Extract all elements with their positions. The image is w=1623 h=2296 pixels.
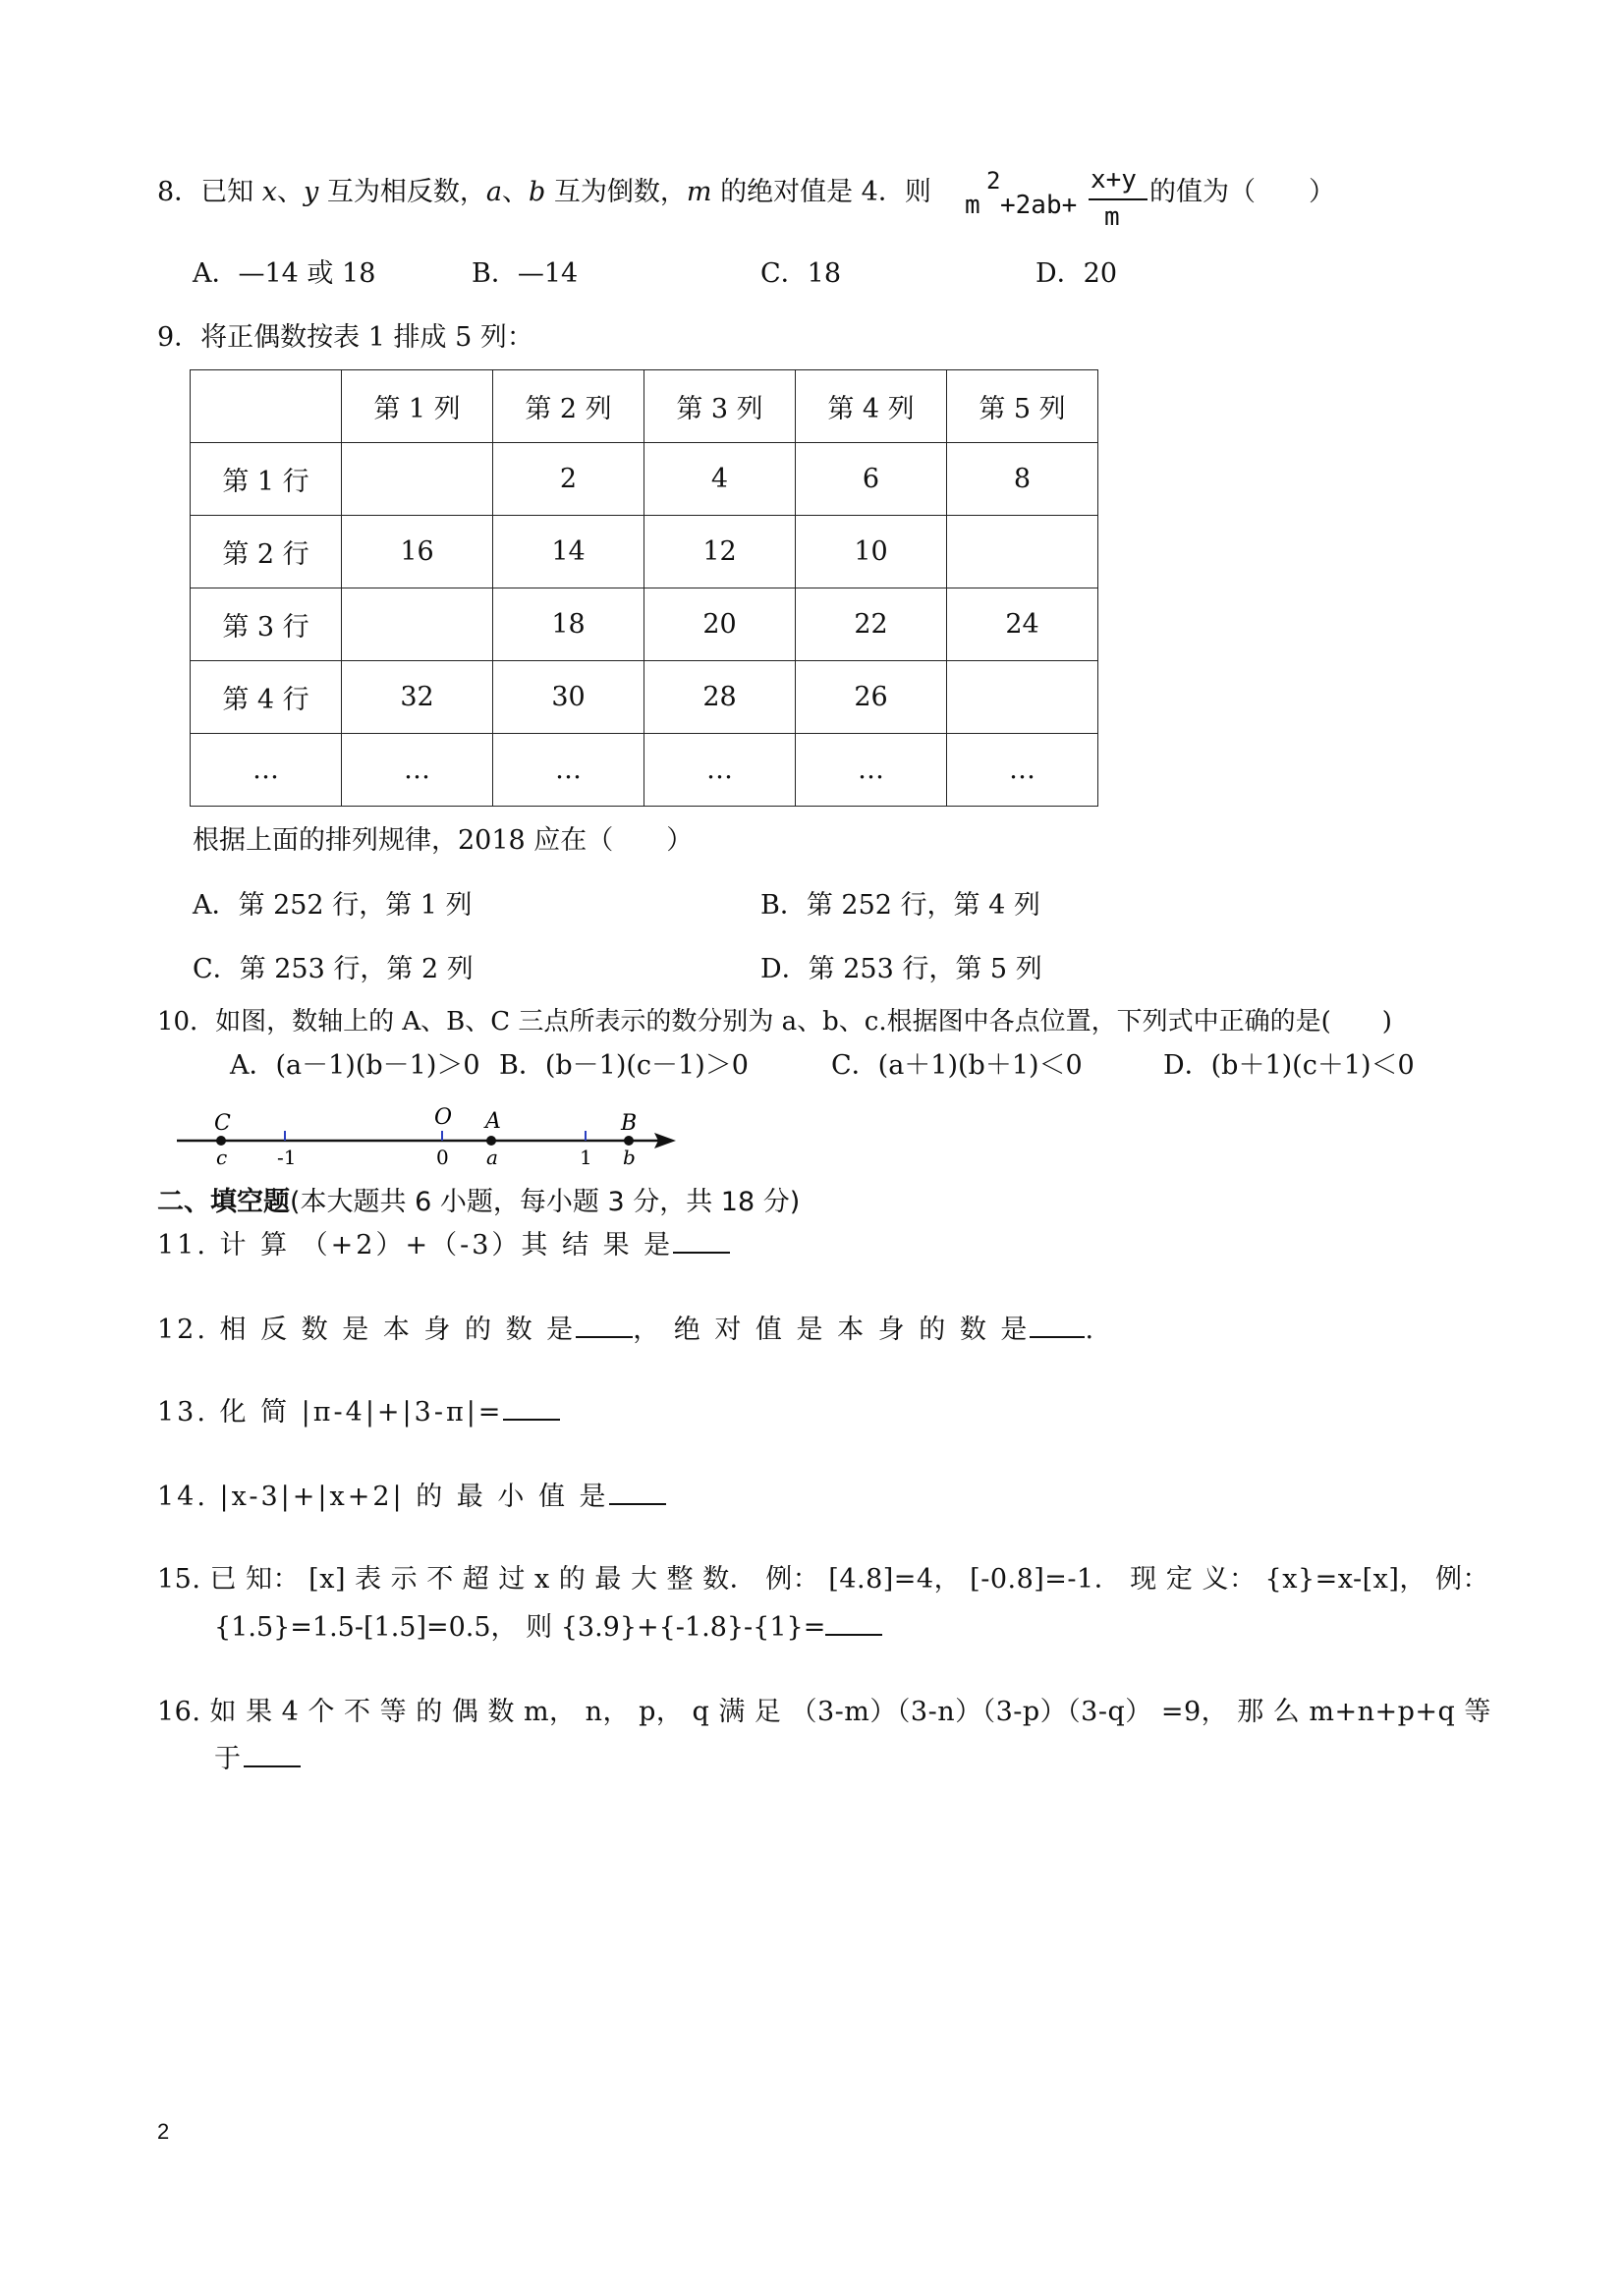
table-cell: 10 <box>796 516 947 588</box>
q12-text-1: 12. 相 反 数 是 本 身 的 数 是 <box>157 1315 577 1345</box>
q8-fraction-bar <box>1089 198 1147 200</box>
table-cell: 26 <box>796 661 947 734</box>
question-12 <box>157 1314 1096 1347</box>
table-row <box>191 588 1098 661</box>
table-cell: 32 <box>342 661 493 734</box>
q12-text-2: ， 绝 对 值 是 本 身 的 数 是 <box>633 1315 1031 1345</box>
q15-answer-blank <box>825 1612 882 1636</box>
table-cell: 22 <box>796 588 947 661</box>
q11-answer-blank <box>673 1230 730 1254</box>
q9-option-b: B．第 252 行，第 4 列 <box>760 890 1040 921</box>
table-cell: 2 <box>493 443 644 516</box>
q8-fraction-denominator: m <box>1104 202 1120 232</box>
table-cell <box>191 370 342 443</box>
table-cell: 12 <box>644 516 796 588</box>
label-O: O <box>434 1105 453 1130</box>
table-header-cell: 第 4 列 <box>796 370 947 443</box>
table-cell: 6 <box>796 443 947 516</box>
q12-answer-blank-1 <box>576 1315 633 1338</box>
table-cell: 16 <box>342 516 493 588</box>
table-row <box>191 516 1098 588</box>
q8-text-2: 互为相反数， <box>326 177 486 207</box>
label-B: B <box>621 1111 638 1136</box>
q8-option-a: A．—14 或 18 <box>193 258 376 289</box>
question-14 <box>157 1481 666 1514</box>
q12-text-3: . <box>1085 1315 1097 1345</box>
question-16-line-2 <box>214 1743 301 1776</box>
q8-text-1: 已知 <box>200 177 254 207</box>
question-13 <box>157 1396 560 1429</box>
table-cell <box>342 443 493 516</box>
table-cell: 24 <box>947 588 1098 661</box>
question-11 <box>157 1229 730 1262</box>
label-a: a <box>486 1146 498 1169</box>
table-row <box>191 443 1098 516</box>
label-A: A <box>485 1109 501 1134</box>
table-header-row <box>191 370 1098 443</box>
q10-option-b: B．(b－1)(c－1)＞0 <box>499 1050 749 1081</box>
table-cell: 14 <box>493 516 644 588</box>
q8-sep-1: 、 <box>277 177 305 207</box>
table-cell: 18 <box>493 588 644 661</box>
point-c <box>216 1136 226 1146</box>
point-b <box>624 1136 634 1146</box>
label-minus-1: -1 <box>277 1146 297 1169</box>
table-cell: … <box>342 734 493 807</box>
label-b: b <box>623 1146 636 1169</box>
label-C: C <box>214 1111 231 1136</box>
q13-text: 13. 化 简 |π-4|+|3-π|= <box>157 1397 504 1428</box>
section-2-title: 二、填空题 <box>157 1187 290 1217</box>
q8-expr-middle: +2ab+ <box>1000 191 1078 220</box>
q8-option-c: C．18 <box>760 258 842 289</box>
question-10-stem: 10．如图，数轴上的 A、B、C 三点所表示的数分别为 a、b、c.根据图中各点位置，下列式中正确的是( ) <box>157 1007 1392 1036</box>
q10-option-a: A．(a－1)(b－1)＞0 <box>230 1050 480 1081</box>
q8-option-b: B．—14 <box>472 258 579 289</box>
label-c: c <box>216 1146 228 1169</box>
q8-expr-m: m <box>965 191 980 220</box>
label-0: 0 <box>436 1146 449 1169</box>
q8-var-m: m <box>686 177 712 207</box>
q12-answer-blank-2 <box>1030 1315 1085 1338</box>
table-cell: … <box>644 734 796 807</box>
table-header-cell: 第 1 列 <box>342 370 493 443</box>
section-2-subtitle: (本大题共 6 小题，每小题 3 分，共 18 分) <box>290 1187 801 1217</box>
q14-answer-blank <box>609 1482 666 1505</box>
table-cell: 8 <box>947 443 1098 516</box>
q10-option-d: D．(b＋1)(c＋1)＜0 <box>1163 1050 1415 1081</box>
q8-number: 8． <box>157 177 201 207</box>
q15-text-2: {1.5}=1.5-[1.5]=0.5， 则 {3.9}+{-1.8}-{1}= <box>214 1612 826 1643</box>
q8-var-y: y <box>304 177 319 207</box>
table-row-label: … <box>191 734 342 807</box>
table-row-label: 第 4 行 <box>191 661 342 734</box>
q9-question: 根据上面的排列规律，2018 应在（ ） <box>193 825 694 856</box>
q13-answer-blank <box>503 1397 560 1421</box>
q8-var-b: b <box>528 177 546 207</box>
table-row-label: 第 1 行 <box>191 443 342 516</box>
table-cell: 28 <box>644 661 796 734</box>
label-1: 1 <box>580 1146 592 1169</box>
q8-tail: 的值为（ ） <box>1149 177 1335 207</box>
q8-sep-2: 、 <box>501 177 529 207</box>
question-15-line-1: 15. 已 知： [x] 表 示 不 超 过 x 的 最 大 整 数． 例： [4.8]=4， [-0.8]=-1． 现 定 义： {x}=x-[x]， 例： <box>157 1564 1490 1595</box>
q8-text-3: 互为倒数， <box>553 177 687 207</box>
q14-text: 14. |x-3|+|x+2| 的 最 小 值 是 <box>157 1482 609 1512</box>
table-cell: … <box>796 734 947 807</box>
table-cell: 30 <box>493 661 644 734</box>
point-a <box>486 1136 496 1146</box>
q9-option-d: D．第 253 行，第 5 列 <box>760 954 1042 984</box>
q8-expr-exponent: 2 <box>986 167 1001 195</box>
table-row-label: 第 2 行 <box>191 516 342 588</box>
q16-answer-blank <box>244 1744 301 1767</box>
table-header-cell: 第 5 列 <box>947 370 1098 443</box>
q8-var-x: x <box>261 177 278 207</box>
question-8-stem <box>157 176 931 209</box>
page-number: 2 <box>157 2119 170 2144</box>
number-line-figure <box>167 1105 678 1174</box>
table-cell: … <box>493 734 644 807</box>
q8-text-4: 的绝对值是 4．则 <box>720 177 931 207</box>
table-row <box>191 734 1098 807</box>
table-cell: 4 <box>644 443 796 516</box>
q8-option-d: D．20 <box>1035 258 1118 289</box>
table-header-cell: 第 3 列 <box>644 370 796 443</box>
question-15-line-2 <box>214 1611 882 1645</box>
table-cell: … <box>947 734 1098 807</box>
table-cell: 20 <box>644 588 796 661</box>
table-row <box>191 661 1098 734</box>
q8-fraction-numerator: x+y <box>1091 165 1137 195</box>
even-number-table <box>190 369 1098 807</box>
q16-text-2: 于 <box>214 1744 244 1774</box>
q9-option-a: A．第 252 行，第 1 列 <box>193 890 473 921</box>
question-9-stem: 9．将正偶数按表 1 排成 5 列： <box>157 322 533 353</box>
q10-option-c: C．(a＋1)(b＋1)＜0 <box>831 1050 1083 1081</box>
table-cell <box>947 661 1098 734</box>
table-cell <box>947 516 1098 588</box>
section-2-heading <box>157 1180 800 1218</box>
table-cell <box>342 588 493 661</box>
question-16-line-1: 16. 如 果 4 个 不 等 的 偶 数 m， n， p， q 满 足 （3-m）（3-n）（3-p）（3-q） =9， 那 么 m+n+p+q 等 <box>157 1697 1491 1727</box>
q8-var-a: a <box>485 177 502 207</box>
table-row-label: 第 3 行 <box>191 588 342 661</box>
q9-option-c: C．第 253 行，第 2 列 <box>193 954 474 984</box>
table-header-cell: 第 2 列 <box>493 370 644 443</box>
q11-text: 11. 计 算 （+2）+（-3）其 结 果 是 <box>157 1230 674 1260</box>
